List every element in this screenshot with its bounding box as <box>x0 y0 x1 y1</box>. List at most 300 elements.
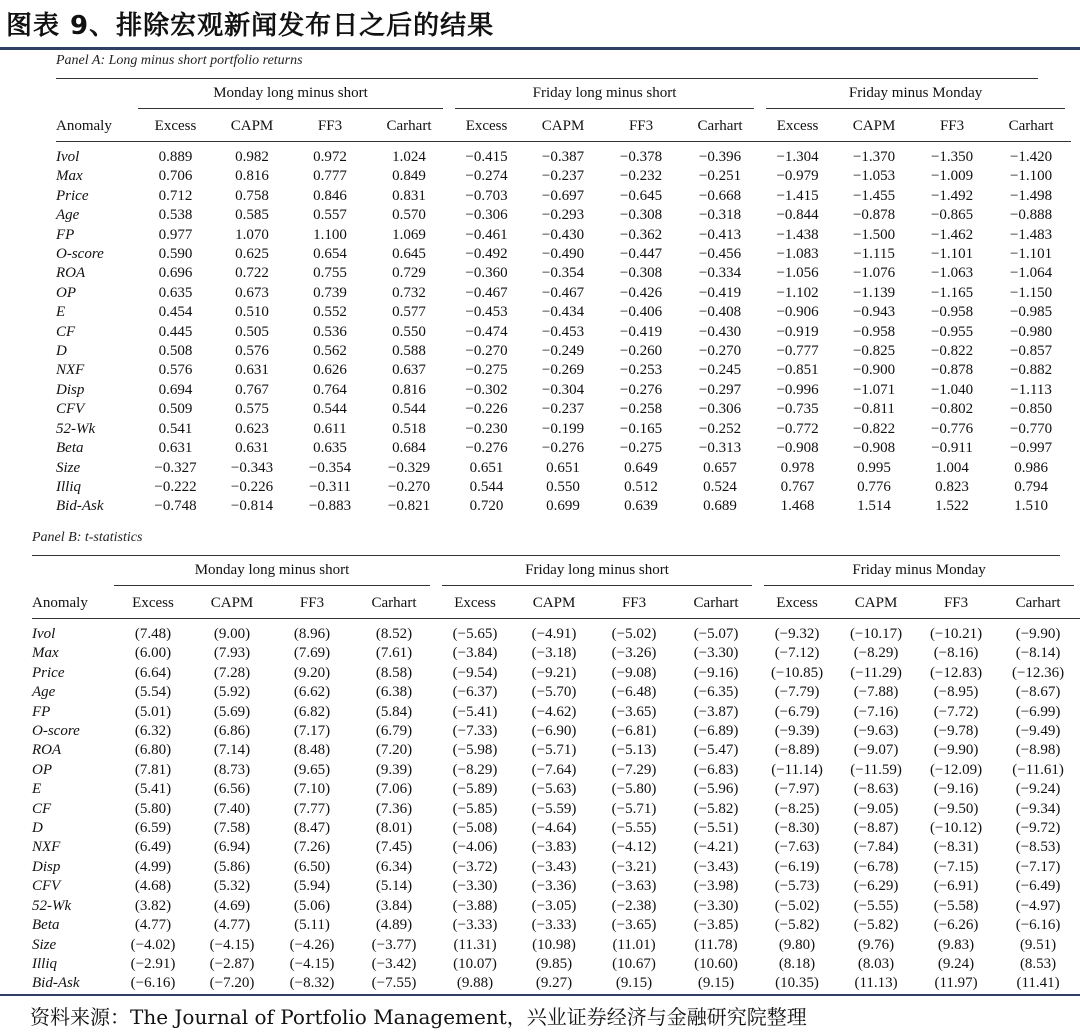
table-cell: (−8.95) <box>933 684 979 701</box>
table-cell: −0.253 <box>619 362 663 379</box>
table-cell: −0.304 <box>541 381 585 398</box>
table-cell: −0.396 <box>698 149 742 165</box>
group-header <box>114 560 436 588</box>
table-cell: (−8.87) <box>853 820 899 837</box>
table-cell: (−6.35) <box>693 684 739 701</box>
table-cell: (−6.99) <box>1015 703 1061 720</box>
table-cell: (−3.77) <box>371 936 417 953</box>
table-cell: (−4.26) <box>289 936 335 953</box>
table-row <box>56 478 1071 497</box>
table-cell: (−7.88) <box>853 684 899 701</box>
table-cell: (8.48) <box>293 742 331 759</box>
table-cell: −0.327 <box>154 459 197 476</box>
table-cell: 0.657 <box>703 459 737 476</box>
table-cell: 0.639 <box>624 498 658 515</box>
table-cell: −0.958 <box>930 304 974 321</box>
table-cell: 0.684 <box>392 440 426 457</box>
table-cell: (5.86) <box>213 858 251 875</box>
table-cell: (−7.55) <box>371 975 417 992</box>
table-cell: −0.668 <box>698 187 742 204</box>
table-cell: −0.467 <box>541 284 585 301</box>
table-cell: 0.654 <box>313 246 347 263</box>
table-row <box>32 858 1080 877</box>
table-cell: (7.45) <box>375 839 413 856</box>
table-cell: 1.069 <box>392 226 426 243</box>
column-header: Carhart <box>674 588 758 619</box>
table-row <box>32 916 1080 935</box>
table-cell: (−3.43) <box>531 858 577 875</box>
table-cell: (−4.02) <box>130 936 176 953</box>
table-cell: (−8.53) <box>1015 839 1061 856</box>
table-cell: (9.80) <box>778 936 816 953</box>
table-cell: (5.06) <box>293 897 331 914</box>
table-cell: −1.420 <box>1009 149 1053 165</box>
table-cell: −0.996 <box>776 381 819 398</box>
column-header: FF3 <box>291 111 369 142</box>
table-cell: 1.070 <box>235 226 269 243</box>
table-cell: (7.93) <box>213 645 251 662</box>
table-row <box>32 838 1080 857</box>
table-cell: 0.978 <box>780 459 815 476</box>
table-cell: 0.651 <box>546 459 580 476</box>
table-cell: (−3.30) <box>452 878 498 895</box>
table-cell: 0.637 <box>392 362 426 379</box>
table-cell: (7.10) <box>293 781 331 798</box>
table-cell: (−5.07) <box>693 626 739 642</box>
table-cell: −0.276 <box>541 440 585 457</box>
table-cell: (6.32) <box>134 723 172 740</box>
table-row <box>56 142 1071 168</box>
table-cell: (−11.29) <box>850 664 902 681</box>
table-cell: (5.01) <box>134 703 172 720</box>
anomaly-name: Age <box>32 684 56 701</box>
table-cell: (5.69) <box>213 703 251 720</box>
table-cell: −1.053 <box>852 168 896 185</box>
anomaly-name: Price <box>32 664 65 681</box>
table-cell: −1.071 <box>852 381 896 398</box>
table-cell: 0.623 <box>235 420 269 437</box>
table-cell: (9.65) <box>293 761 331 778</box>
table-cell: −1.415 <box>776 187 819 204</box>
table-row <box>32 974 1080 993</box>
table-cell: (−5.02) <box>611 626 657 642</box>
table-row <box>56 420 1071 439</box>
table-cell: (7.36) <box>375 800 413 817</box>
table-cell: 0.550 <box>392 323 426 340</box>
table-cell: (10.35) <box>775 975 819 992</box>
table-cell: (−5.51) <box>693 820 739 837</box>
table-cell: (−4.21) <box>693 839 739 856</box>
table-cell: (6.80) <box>134 742 172 759</box>
column-header: CAPM <box>524 111 602 142</box>
table-cell: (5.14) <box>375 878 413 895</box>
anomaly-name: OP <box>56 284 76 301</box>
table-cell: (−5.89) <box>452 781 498 798</box>
anomaly-name: CFV <box>32 878 61 895</box>
panel-a-label: Panel A: Long minus short portfolio returns <box>56 53 303 68</box>
table-cell: (−9.24) <box>1015 781 1061 798</box>
table-cell: (−5.73) <box>774 878 820 895</box>
anomaly-name: CFV <box>56 401 85 418</box>
table-cell: (−11.59) <box>850 761 902 778</box>
table-cell: −0.453 <box>465 304 508 321</box>
table-cell: 0.544 <box>392 401 426 418</box>
table-cell: (−3.65) <box>611 703 657 720</box>
table-cell: −0.306 <box>698 401 742 418</box>
table-cell: 0.611 <box>313 420 347 437</box>
table-cell: (5.80) <box>134 800 172 817</box>
column-header: FF3 <box>913 111 991 142</box>
table-cell: −0.222 <box>154 478 197 495</box>
table-cell: −0.276 <box>465 440 508 457</box>
table-cell: (8.96) <box>293 626 331 642</box>
table-cell: −0.275 <box>465 362 508 379</box>
table-cell: (7.06) <box>375 781 413 798</box>
table-cell: −0.354 <box>541 265 585 282</box>
anomaly-name: Bid-Ask <box>32 975 80 992</box>
anomaly-column-header: Anomaly <box>32 588 114 619</box>
column-header: Excess <box>114 588 192 619</box>
table-cell: −0.908 <box>852 440 896 457</box>
column-header: Excess <box>758 588 836 619</box>
table-cell: (−7.84) <box>853 839 899 856</box>
anomaly-name: CF <box>32 800 52 817</box>
anomaly-name: CF <box>56 323 76 340</box>
table-cell: −1.492 <box>930 187 974 204</box>
table-cell: 1.510 <box>1014 498 1048 515</box>
table-cell: (−9.72) <box>1015 820 1061 837</box>
table-cell: (6.49) <box>134 839 172 856</box>
table-cell: −0.387 <box>541 149 585 165</box>
table-cell: (−5.55) <box>853 897 899 914</box>
anomaly-name: D <box>56 343 67 360</box>
table-cell: −0.883 <box>308 498 352 515</box>
table-cell: −1.483 <box>1009 226 1053 243</box>
table-row <box>32 619 1080 645</box>
table-cell: (−4.62) <box>531 703 577 720</box>
table-cell: −0.776 <box>930 420 974 437</box>
table-cell: (−7.33) <box>452 723 498 740</box>
anomaly-name: E <box>32 781 42 798</box>
table-cell: (−9.32) <box>774 626 820 642</box>
table-row <box>32 722 1080 741</box>
table-cell: (−5.41) <box>452 703 498 720</box>
table-cell: 0.722 <box>235 265 269 282</box>
table-cell: −0.703 <box>465 187 508 204</box>
table-cell: (−9.50) <box>933 800 979 817</box>
table-row <box>32 703 1080 722</box>
table-cell: (−3.72) <box>452 858 498 875</box>
table-cell: (−5.80) <box>611 781 657 798</box>
table-cell: 0.816 <box>235 168 269 185</box>
anomaly-name: Max <box>32 645 59 662</box>
table-row <box>56 187 1071 206</box>
anomaly-name: Size <box>56 459 81 476</box>
table-cell: (−5.82) <box>853 917 899 934</box>
table-cell: (−5.85) <box>452 800 498 817</box>
table-cell: 0.673 <box>235 284 269 301</box>
table-cell: (9.51) <box>1019 936 1057 953</box>
table-cell: 0.625 <box>235 246 269 263</box>
anomaly-name: Illiq <box>56 478 81 495</box>
table-cell: (7.26) <box>293 839 331 856</box>
source-note: 资料来源：The Journal of Portfolio Management，兴业证券经济与金融研究院整理 <box>30 1005 807 1029</box>
table-cell: (10.07) <box>453 955 497 972</box>
group-header <box>758 560 1080 588</box>
table-cell: (8.52) <box>375 626 413 642</box>
table-cell: (−3.36) <box>531 878 577 895</box>
table-cell: (−5.71) <box>531 742 577 759</box>
table-cell: −0.306 <box>465 207 508 224</box>
table-cell: −0.378 <box>619 149 663 165</box>
column-header: FF3 <box>602 111 680 142</box>
table-cell: (9.15) <box>615 975 653 992</box>
table-row <box>56 459 1071 478</box>
group-header-label: Monday long minus short <box>114 562 430 586</box>
table-cell: −0.865 <box>930 207 974 224</box>
table-cell: −0.434 <box>541 304 585 321</box>
table-cell: (−8.67) <box>1015 684 1061 701</box>
table-row <box>32 644 1080 663</box>
table-cell: −0.274 <box>465 168 508 185</box>
table-cell: −1.113 <box>1010 381 1052 398</box>
table-row <box>56 245 1071 264</box>
table-cell: (11.97) <box>934 975 978 992</box>
table-cell: 0.720 <box>469 498 504 515</box>
panel-b-table <box>32 560 1080 994</box>
table-cell: 0.552 <box>313 304 347 321</box>
table-cell: −0.735 <box>776 401 819 418</box>
table-cell: (−6.29) <box>853 878 899 895</box>
table-cell: −0.354 <box>308 459 352 476</box>
table-cell: 0.631 <box>235 362 269 379</box>
table-cell: −0.237 <box>541 168 585 185</box>
column-header: CAPM <box>192 588 272 619</box>
table-cell: (−2.91) <box>130 955 176 972</box>
table-cell: (−7.15) <box>933 858 979 875</box>
table-row <box>56 206 1071 225</box>
table-cell: (7.14) <box>213 742 251 759</box>
table-cell: (−6.16) <box>1015 917 1061 934</box>
table-cell: 0.562 <box>313 343 347 360</box>
table-cell: −0.426 <box>619 284 663 301</box>
table-cell: 0.972 <box>313 149 347 165</box>
table-cell: −0.911 <box>931 440 973 457</box>
table-cell: −0.308 <box>619 265 663 282</box>
table-cell: −1.350 <box>930 149 974 165</box>
table-cell: −0.825 <box>852 343 896 360</box>
table-cell: (9.27) <box>535 975 573 992</box>
table-cell: −0.251 <box>698 168 742 185</box>
table-cell: 1.522 <box>935 498 969 515</box>
table-row <box>56 342 1071 361</box>
anomaly-name: Price <box>56 187 89 204</box>
table-cell: −0.997 <box>1009 440 1053 457</box>
table-cell: (−11.14) <box>771 761 823 778</box>
table-cell: 0.977 <box>158 226 193 243</box>
table-cell: −0.408 <box>698 304 742 321</box>
table-cell: (8.73) <box>213 761 251 778</box>
table-cell: (−6.19) <box>774 858 820 875</box>
table-cell: −1.100 <box>1009 168 1053 185</box>
table-cell: 0.995 <box>857 459 891 476</box>
table-cell: (−5.82) <box>693 800 739 817</box>
table-cell: (−4.06) <box>452 839 498 856</box>
table-cell: (4.89) <box>375 917 413 934</box>
table-cell: (−8.32) <box>289 975 335 992</box>
table-cell: 0.696 <box>158 265 193 282</box>
table-cell: (6.62) <box>293 684 331 701</box>
table-cell: −0.844 <box>776 207 819 224</box>
table-cell: (−5.82) <box>774 917 820 934</box>
table-cell: 0.712 <box>158 187 193 204</box>
table-cell: (−6.83) <box>693 761 739 778</box>
table-cell: −0.878 <box>852 207 896 224</box>
column-header: CAPM <box>835 111 913 142</box>
table-cell: −0.269 <box>541 362 585 379</box>
table-cell: (−7.79) <box>774 684 820 701</box>
panel-b-label: Panel B: t-statistics <box>32 530 143 545</box>
table-cell: −0.308 <box>619 207 663 224</box>
table-cell: (−10.12) <box>929 820 983 837</box>
table-cell: −0.362 <box>619 226 663 243</box>
table-cell: (−4.97) <box>1015 897 1061 914</box>
table-cell: −0.270 <box>698 343 742 360</box>
table-cell: (−7.72) <box>933 703 979 720</box>
table-cell: −1.438 <box>776 226 819 243</box>
table-cell: 0.758 <box>235 187 269 204</box>
table-cell: −1.101 <box>930 246 974 263</box>
table-cell: −0.748 <box>154 498 197 515</box>
table-cell: −0.697 <box>541 187 585 204</box>
table-cell: 0.590 <box>158 246 193 263</box>
table-cell: −0.329 <box>387 459 431 476</box>
table-cell: −1.040 <box>930 381 974 398</box>
table-cell: (−12.36) <box>1011 664 1065 681</box>
table-cell: (−7.17) <box>1015 858 1061 875</box>
table-cell: 0.512 <box>624 478 658 495</box>
table-cell: (−5.08) <box>452 820 498 837</box>
table-cell: 0.794 <box>1014 478 1048 495</box>
table-cell: −0.955 <box>930 323 974 340</box>
column-header: Carhart <box>680 111 760 142</box>
table-cell: (11.13) <box>854 975 898 992</box>
table-cell: 0.846 <box>313 187 347 204</box>
table-row <box>32 936 1080 955</box>
table-cell: (−4.64) <box>531 820 577 837</box>
title-rule <box>0 47 1080 50</box>
table-cell: (5.32) <box>213 878 251 895</box>
anomaly-name: Max <box>56 168 83 185</box>
table-cell: (−8.30) <box>774 820 820 837</box>
table-cell: (−3.88) <box>452 897 498 914</box>
table-cell: (−8.29) <box>452 761 498 778</box>
table-cell: 0.764 <box>313 381 347 398</box>
table-cell: 0.576 <box>235 343 269 360</box>
table-cell: (−3.65) <box>611 917 657 934</box>
table-row <box>56 284 1071 303</box>
table-cell: 0.651 <box>469 459 504 476</box>
group-header <box>449 83 760 111</box>
table-cell: −0.270 <box>465 343 508 360</box>
table-cell: (−5.71) <box>611 800 657 817</box>
table-cell: (−4.91) <box>531 626 577 642</box>
table-cell: 0.575 <box>235 401 269 418</box>
table-cell: −0.297 <box>698 381 742 398</box>
table-row <box>56 400 1071 419</box>
table-cell: (−8.98) <box>1015 742 1061 759</box>
table-cell: (11.01) <box>612 936 656 953</box>
table-cell: 0.626 <box>313 362 347 379</box>
table-cell: −0.302 <box>465 381 508 398</box>
table-cell: (−8.16) <box>933 645 979 662</box>
anomaly-name: E <box>56 304 66 321</box>
table-cell: −0.293 <box>541 207 585 224</box>
anomaly-name: Age <box>56 207 80 224</box>
table-cell: −0.461 <box>465 226 508 243</box>
table-cell: −0.275 <box>619 440 663 457</box>
table-cell: (−5.47) <box>693 742 739 759</box>
group-spacer <box>32 560 114 588</box>
table-cell: −1.370 <box>852 149 896 165</box>
table-cell: (−3.43) <box>693 858 739 875</box>
table-cell: 0.544 <box>469 478 504 495</box>
table-cell: (−7.63) <box>774 839 820 856</box>
table-cell: (−5.02) <box>774 897 820 914</box>
table-cell: (−3.05) <box>531 897 577 914</box>
table-cell: (−5.65) <box>452 626 498 642</box>
table-cell: (10.60) <box>694 955 738 972</box>
table-cell: 0.577 <box>392 304 426 321</box>
table-row <box>32 664 1080 683</box>
table-cell: (−9.16) <box>693 664 739 681</box>
group-header-label: Monday long minus short <box>138 85 443 109</box>
table-cell: (5.54) <box>134 684 172 701</box>
table-row <box>56 439 1071 458</box>
table-row <box>56 303 1071 322</box>
table-cell: (4.77) <box>134 917 172 934</box>
table-cell: −1.115 <box>853 246 895 263</box>
table-cell: (6.64) <box>134 664 172 681</box>
table-cell: (−3.42) <box>371 955 417 972</box>
table-cell: (−6.49) <box>1015 878 1061 895</box>
table-cell: −0.456 <box>698 246 742 263</box>
table-cell: (−8.63) <box>853 781 899 798</box>
table-cell: (5.94) <box>293 878 331 895</box>
table-cell: (−3.33) <box>452 917 498 934</box>
table-cell: −0.900 <box>852 362 896 379</box>
table-cell: (3.82) <box>134 897 172 914</box>
table-cell: (−7.12) <box>774 645 820 662</box>
table-cell: −1.139 <box>852 284 896 301</box>
table-cell: −0.979 <box>776 168 819 185</box>
table-cell: (−9.90) <box>933 742 979 759</box>
table-cell: 0.767 <box>235 381 269 398</box>
table-cell: −0.199 <box>541 420 585 437</box>
table-row <box>56 264 1071 283</box>
table-cell: −0.258 <box>619 401 663 418</box>
table-cell: (−3.30) <box>693 897 739 914</box>
table-cell: −0.490 <box>541 246 585 263</box>
table-cell: 0.524 <box>703 478 737 495</box>
table-cell: (5.92) <box>213 684 251 701</box>
table-cell: −0.270 <box>387 478 431 495</box>
table-cell: −0.406 <box>619 304 663 321</box>
table-row <box>56 226 1071 245</box>
table-row <box>32 800 1080 819</box>
table-cell: 0.889 <box>158 149 193 165</box>
table-cell: (−8.14) <box>1015 645 1061 662</box>
